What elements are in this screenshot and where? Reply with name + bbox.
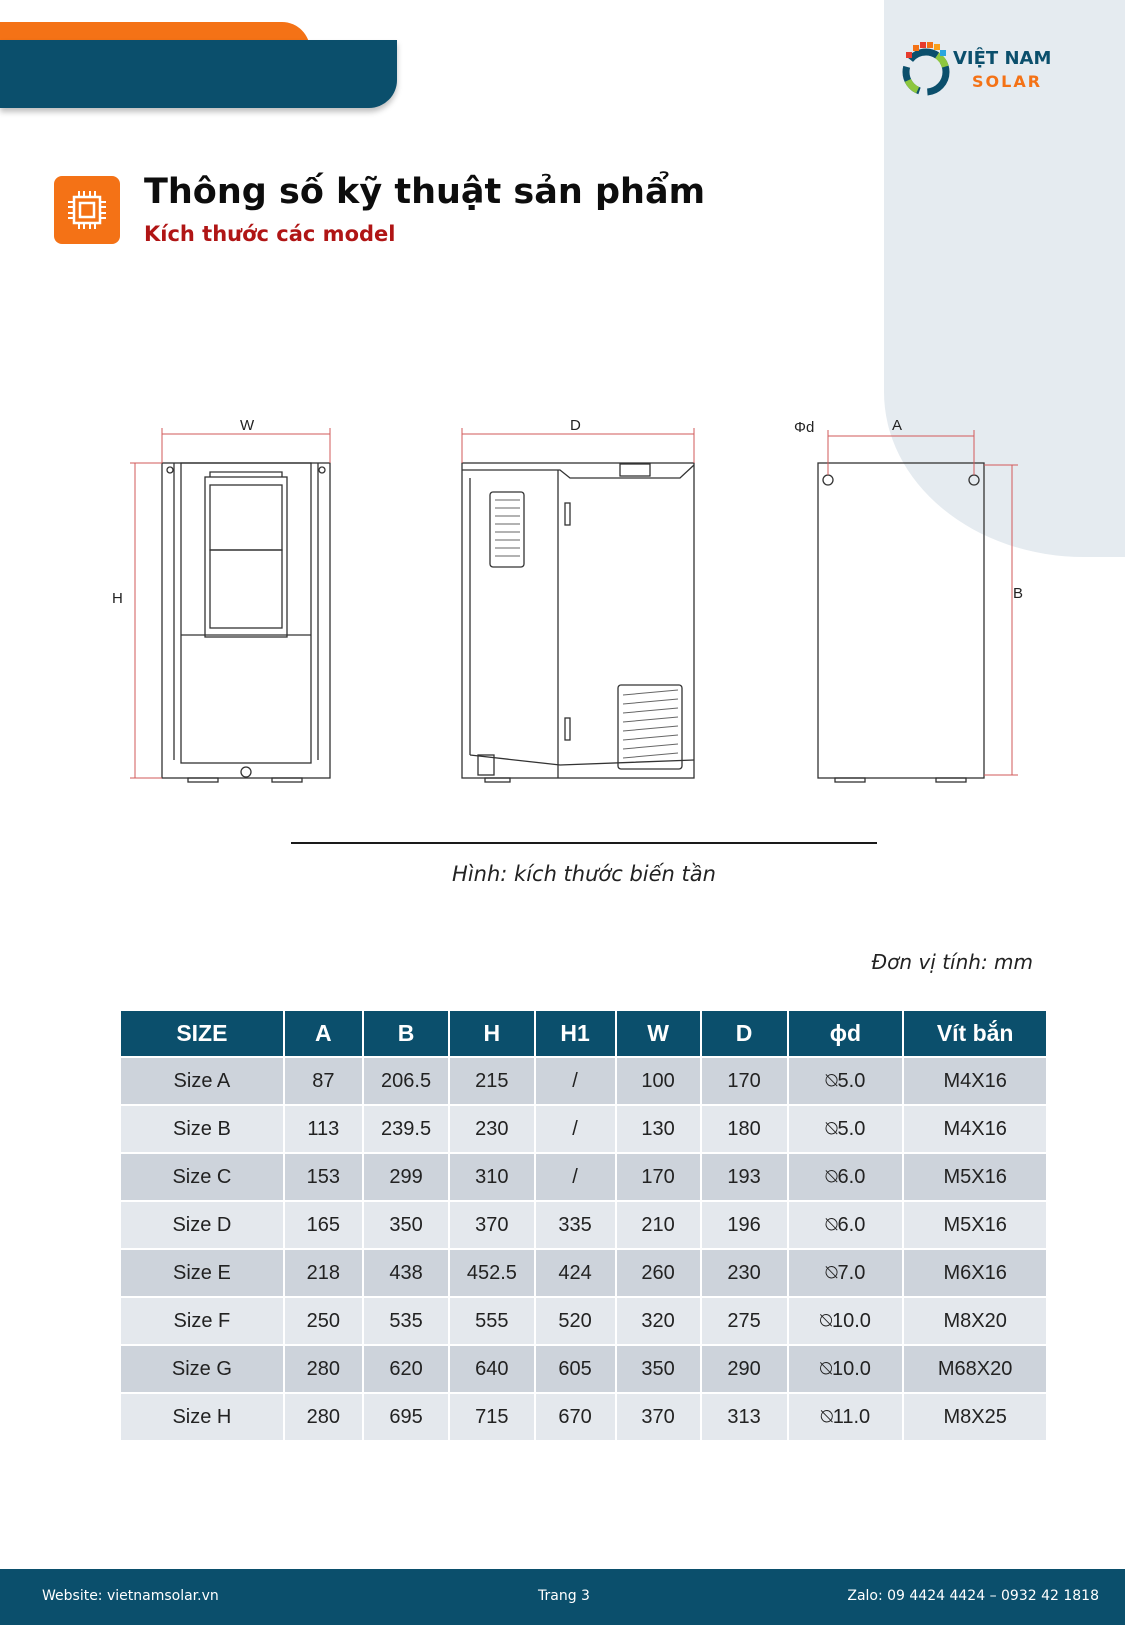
dimension-label-d: D bbox=[570, 420, 581, 434]
table-cell: ⍉10.0 bbox=[788, 1345, 904, 1393]
table-cell: 275 bbox=[701, 1297, 788, 1345]
table-cell: Size H bbox=[120, 1393, 284, 1441]
table-cell: 670 bbox=[535, 1393, 616, 1441]
table-cell: M4X16 bbox=[903, 1057, 1047, 1105]
table-cell: 170 bbox=[616, 1153, 701, 1201]
table-cell: / bbox=[535, 1153, 616, 1201]
table-cell: 280 bbox=[284, 1393, 363, 1441]
table-cell: M5X16 bbox=[903, 1201, 1047, 1249]
table-cell: ⍉7.0 bbox=[788, 1249, 904, 1297]
col-header-b: B bbox=[363, 1010, 449, 1057]
table-cell: 290 bbox=[701, 1345, 788, 1393]
table-cell: ⍉6.0 bbox=[788, 1153, 904, 1201]
table-cell: ⍉11.0 bbox=[788, 1393, 904, 1441]
table-row bbox=[120, 1153, 1047, 1201]
table-row bbox=[120, 1393, 1047, 1441]
table-header-row bbox=[120, 1010, 1047, 1057]
table-cell: 640 bbox=[449, 1345, 534, 1393]
table-cell: 193 bbox=[701, 1153, 788, 1201]
col-header-d: D bbox=[701, 1010, 788, 1057]
table-cell: 452.5 bbox=[449, 1249, 534, 1297]
col-header-size: SIZE bbox=[120, 1010, 284, 1057]
footer-website: Website: vietnamsolar.vn bbox=[42, 1588, 219, 1604]
table-cell: 239.5 bbox=[363, 1105, 449, 1153]
chip-icon bbox=[54, 176, 120, 244]
side-view bbox=[462, 463, 694, 782]
table-cell: 218 bbox=[284, 1249, 363, 1297]
table-row bbox=[120, 1297, 1047, 1345]
table-cell: / bbox=[535, 1105, 616, 1153]
table-cell: 424 bbox=[535, 1249, 616, 1297]
brand-logo bbox=[898, 38, 1073, 102]
col-header-h: H bbox=[449, 1010, 534, 1057]
table-cell: 555 bbox=[449, 1297, 534, 1345]
table-cell: 320 bbox=[616, 1297, 701, 1345]
table-cell: M8X20 bbox=[903, 1297, 1047, 1345]
table-cell: 299 bbox=[363, 1153, 449, 1201]
page-title: Thông số kỹ thuật sản phẩm bbox=[144, 172, 706, 212]
logo-text-line1: VIỆT NAM bbox=[953, 48, 1052, 69]
table-cell: 695 bbox=[363, 1393, 449, 1441]
table-cell: 350 bbox=[616, 1345, 701, 1393]
table-cell: 215 bbox=[449, 1057, 534, 1105]
caption-divider bbox=[291, 842, 877, 844]
table-cell: 605 bbox=[535, 1345, 616, 1393]
table-cell: M8X25 bbox=[903, 1393, 1047, 1441]
header-accent-band bbox=[0, 40, 397, 108]
table-cell: 113 bbox=[284, 1105, 363, 1153]
page-footer bbox=[0, 1569, 1125, 1625]
dimension-table bbox=[119, 1009, 1048, 1442]
table-cell: 230 bbox=[701, 1249, 788, 1297]
dimension-label-h: H bbox=[112, 590, 123, 607]
table-cell: M5X16 bbox=[903, 1153, 1047, 1201]
logo-mark-icon bbox=[898, 40, 954, 100]
table-cell: ⍉10.0 bbox=[788, 1297, 904, 1345]
table-cell: 170 bbox=[701, 1057, 788, 1105]
table-cell: M6X16 bbox=[903, 1249, 1047, 1297]
table-cell: 313 bbox=[701, 1393, 788, 1441]
table-cell: Size C bbox=[120, 1153, 284, 1201]
table-cell: 370 bbox=[616, 1393, 701, 1441]
page-subtitle: Kích thước các model bbox=[144, 222, 396, 246]
table-cell: Size B bbox=[120, 1105, 284, 1153]
table-cell: Size D bbox=[120, 1201, 284, 1249]
table-row bbox=[120, 1057, 1047, 1105]
table-cell: 206.5 bbox=[363, 1057, 449, 1105]
col-header-phi-d: ϕd bbox=[788, 1010, 904, 1057]
back-view bbox=[818, 463, 984, 782]
dimension-label-a: A bbox=[892, 420, 903, 434]
dimension-label-phi-d: Φd bbox=[794, 420, 815, 436]
table-cell: 310 bbox=[449, 1153, 534, 1201]
col-header-w: W bbox=[616, 1010, 701, 1057]
table-cell: ⍉5.0 bbox=[788, 1057, 904, 1105]
dimension-label-b: B bbox=[1013, 585, 1024, 602]
table-cell: 715 bbox=[449, 1393, 534, 1441]
table-cell: Size A bbox=[120, 1057, 284, 1105]
footer-contact: Zalo: 09 4424 4424 – 0932 42 1818 bbox=[847, 1588, 1099, 1604]
table-cell: 250 bbox=[284, 1297, 363, 1345]
table-cell: 153 bbox=[284, 1153, 363, 1201]
table-cell: 165 bbox=[284, 1201, 363, 1249]
table-row bbox=[120, 1345, 1047, 1393]
logo-text-line2: SOLAR bbox=[972, 72, 1043, 91]
table-row bbox=[120, 1201, 1047, 1249]
table-cell: 260 bbox=[616, 1249, 701, 1297]
table-cell: 350 bbox=[363, 1201, 449, 1249]
table-row bbox=[120, 1105, 1047, 1153]
footer-page-number: Trang 3 bbox=[538, 1588, 590, 1604]
table-cell: 438 bbox=[363, 1249, 449, 1297]
table-cell: 370 bbox=[449, 1201, 534, 1249]
table-cell: 230 bbox=[449, 1105, 534, 1153]
table-cell: 335 bbox=[535, 1201, 616, 1249]
table-cell: 520 bbox=[535, 1297, 616, 1345]
table-cell: 535 bbox=[363, 1297, 449, 1345]
table-cell: Size E bbox=[120, 1249, 284, 1297]
dimension-label-w: W bbox=[240, 420, 255, 434]
inverter-dimension-drawing bbox=[100, 420, 1040, 800]
table-cell: M4X16 bbox=[903, 1105, 1047, 1153]
table-cell: Size G bbox=[120, 1345, 284, 1393]
table-cell: ⍉6.0 bbox=[788, 1201, 904, 1249]
col-header-a: A bbox=[284, 1010, 363, 1057]
table-cell: Size F bbox=[120, 1297, 284, 1345]
table-row bbox=[120, 1249, 1047, 1297]
table-cell: 196 bbox=[701, 1201, 788, 1249]
table-cell: 620 bbox=[363, 1345, 449, 1393]
table-cell: 100 bbox=[616, 1057, 701, 1105]
col-header-h1: H1 bbox=[535, 1010, 616, 1057]
unit-note: Đơn vị tính: mm bbox=[871, 950, 1033, 974]
table-cell: 87 bbox=[284, 1057, 363, 1105]
table-cell: ⍉5.0 bbox=[788, 1105, 904, 1153]
table-cell: 210 bbox=[616, 1201, 701, 1249]
figure-caption: Hình: kích thước biến tần bbox=[452, 862, 716, 886]
table-cell: 280 bbox=[284, 1345, 363, 1393]
table-cell: M68X20 bbox=[903, 1345, 1047, 1393]
table-cell: 180 bbox=[701, 1105, 788, 1153]
table-cell: / bbox=[535, 1057, 616, 1105]
table-cell: 130 bbox=[616, 1105, 701, 1153]
front-view bbox=[162, 463, 330, 782]
col-header-screw: Vít bắn bbox=[903, 1010, 1047, 1057]
